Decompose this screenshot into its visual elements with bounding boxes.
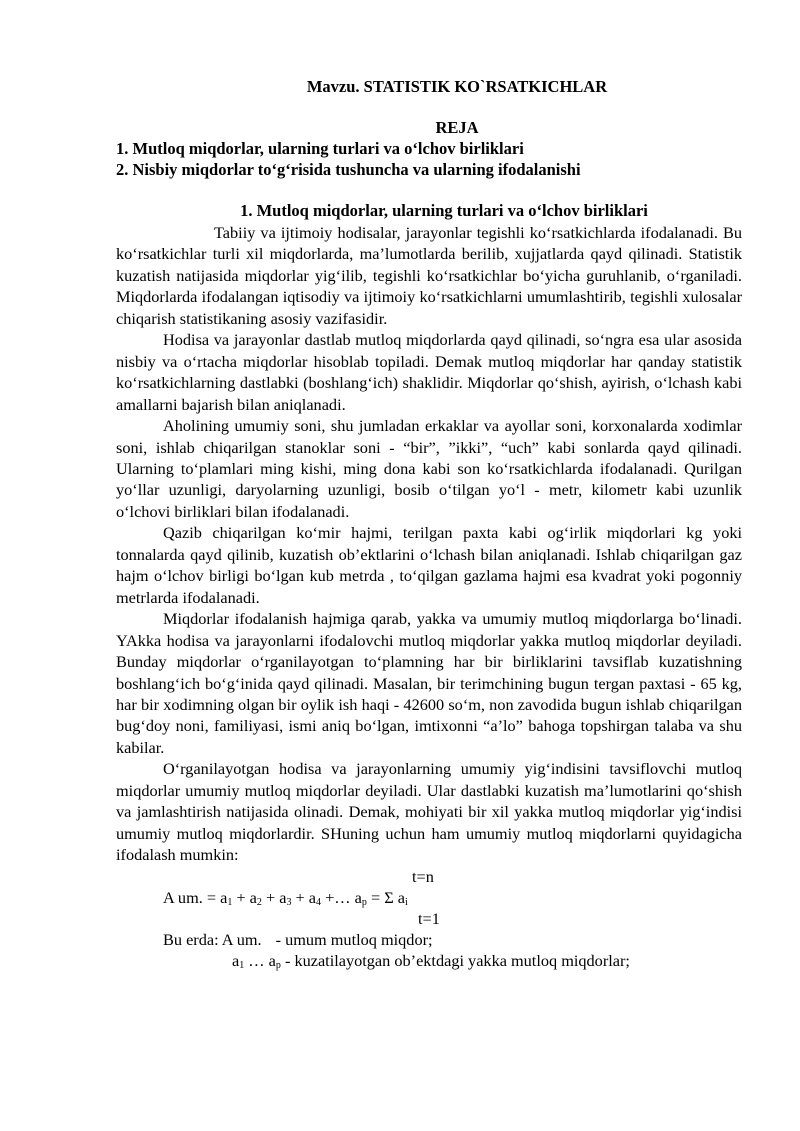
paragraph: Qazib chiqarilgan ko‘mir hajmi, terilgan paxta kabi og‘irlik miqdorlari kg yoki tonnalarda qayd qilinib, kuzatish ob’ektlarini o‘lchash bilan aniqlanadi. Ishlab chiqarilgan gaz hajm o‘lchov birligi bo‘lgan kub metrda , to‘qilgan gazlama hajmi esa kvadrat yoki pogonniy metrlarda ifodalanadi. <box>116 523 742 607</box>
sum-formula <box>116 866 742 929</box>
document-title: Mavzu. STATISTIK KO`RSATKICHLAR <box>306 77 608 96</box>
legend-prefix: Bu erda: A um. <box>163 929 262 949</box>
formula-subscript: 3 <box>286 896 292 908</box>
legend-subscript: 1 <box>239 959 245 971</box>
paragraph: Miqdorlar ifodalanish hajmiga qarab, yakka va umumiy mutloq miqdorlarga bo‘linadi. YAkka hodisa va jarayonlarni ifodalovchi mutloq miqdorlar yakka mutloq miqdorlar deyiladi. Bunday miqdorlar o‘rganilayotgan to‘plamning har bir birliklarini tavsiflab kuzatishning boshlang‘ich bo‘g‘inida qayd qilinadi. Masalan, bir terimchining bugun tergan paxtasi - 65 kg, har bir xodimning olgan bir oylik ish haqi - 42600 so‘m, non zavodida bugun ishlab chiqarilgan bug‘doy noni, familiyasi, ismi aniq bo‘lgan, imtixonni “a’lo” bahoga topshirgan talaba va shu kabilar. <box>116 609 742 757</box>
formula-subscript: 1 <box>227 896 233 908</box>
formula-sum: = Σ a <box>366 887 405 907</box>
formula-equation: A um. = $a_1 + a_2 + a_3 + a_4$ +… $a_p = \Sigma$ $a_i$ <box>163 887 408 908</box>
plan-item: 1. Mutloq miqdorlar, ularning turlari va o‘lchov birliklari <box>116 139 524 158</box>
legend-line <box>116 950 742 971</box>
legend-symbol: a <box>232 950 240 970</box>
formula-ellipsis: +… a <box>321 887 362 907</box>
formula-subscript: i <box>405 896 408 908</box>
formula-subscript: 2 <box>256 896 262 908</box>
formula-upper-limit: t=n <box>412 866 434 886</box>
paragraph: Tabiiy va ijtimoiy hodisalar, jarayonlar tegishli ko‘rsatkichlarda ifodalanadi. Bu ko‘rsatkichlar turli xil miqdorlarda, ma’lumotlarda berilib, xujjatlarda qayd qilinadi. Statistik kuzatish natijasida miqdorlar yig‘ilib, tegishli ko‘rsatkichlar bo‘yicha guruhlanib, o‘rganiladi. Miqdorlarda ifodalangan iqtisodiy va ijtimoiy ko‘rsatkichlarni umumlashtirib, tegishli xulosalar chiqarish statistikaning asosiy vazifasidir. <box>116 223 742 328</box>
legend-line <box>116 929 742 950</box>
legend-definition: - umum mutloq miqdor; <box>275 929 433 949</box>
section-heading: 1. Mutloq miqdorlar, ularning turlari va o‘lchov birliklari <box>240 201 648 220</box>
plan-item: 2. Nisbiy miqdorlar to‘g‘risida tushuncha va ularning ifodalanishi <box>116 160 581 179</box>
legend-subscript: p <box>275 959 281 971</box>
formula-legend <box>116 929 742 971</box>
paragraph: Aholining umumiy soni, shu jumladan erkaklar va ayollar soni, korxonalarda xodimlar soni, ishlab chiqarilgan stanoklar soni - “bir”, ”ikki”, “uch” kabi sonlarda qayd qilinadi. Ularning to‘plamlari ming kishi, ming dona kabi son ko‘rsatkichlarda ifodalanadi. Qurilgan yo‘llar uzunligi, daryolarning uzunligi, bosib o‘tilgan yo‘l - metr, kilometr kabi uzunlik o‘lchovi birliklari bilan ifodalanadi. <box>116 416 742 521</box>
document-page <box>116 72 742 971</box>
paragraph: O‘rganilayotgan hodisa va jarayonlarning umumiy yig‘indisini tavsiflovchi mutloq miqdorlar umumiy mutloq miqdorlar deyiladi. Ular dastlabki kuzatish ma’lumotlarini qo‘shish va jamlashtirish natijasida olinadi. Demak, mohiyati bir xil yakka mutloq miqdorlar yig‘indisi umumiy mutloq miqdorlardir. SHuning uchun ham umumiy mutloq miqdorlarni quyidagicha ifodalash mumkin: <box>116 759 742 865</box>
formula-lower-limit: t=1 <box>418 908 440 928</box>
paragraph: Hodisa va jarayonlar dastlab mutloq miqdorlarda qayd qilinadi, so‘ngra esa ular asosida nisbiy va o‘rtacha miqdorlar hisoblab topiladi. Demak mutloq miqdorlar har qanday statistik ko‘rsatkichlarning dastlabki (boshlang‘ich) shaklidir. Miqdorlar qo‘shish, ayirish, o‘lchash kabi amallarni bajarish bilan aniqlanadi. <box>116 330 742 414</box>
legend-ellipsis: … a <box>244 950 276 970</box>
plan-heading: REJA <box>435 118 479 137</box>
formula-lhs: A um. = a <box>163 887 228 907</box>
formula-subscript: p <box>361 896 367 908</box>
formula-subscript: 4 <box>316 896 322 908</box>
plan-list <box>116 138 742 180</box>
legend-definition: - kuzatilayotgan ob’ektdagi yakka mutloq miqdorlar; <box>280 950 630 970</box>
